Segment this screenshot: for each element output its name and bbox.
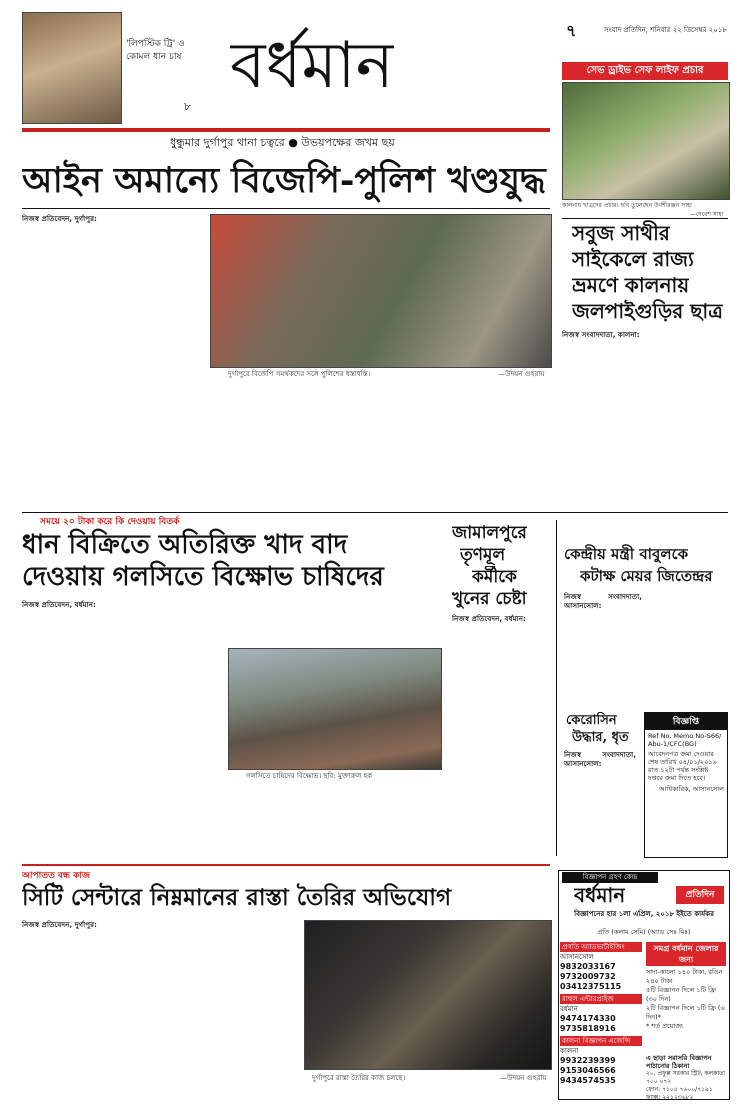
paddy-photo bbox=[228, 648, 442, 770]
sidebar-column-1 bbox=[562, 330, 642, 508]
notice-signature: আধিকারিক, আসানসোল bbox=[659, 785, 724, 793]
sidebar-headline-4: জলপাইগুড়ির ছাত্র bbox=[572, 299, 723, 323]
ad-agent-3-phone-2: 9153046566 bbox=[560, 1066, 616, 1075]
ad-section-label: বিজ্ঞাপন গ্রহণ কেন্দ্র bbox=[562, 872, 658, 883]
city-column-1 bbox=[22, 920, 110, 1088]
city-headline: সিটি সেন্টারে নিম্নমানের রাস্তা তৈরির অভিযোগ bbox=[22, 884, 452, 911]
paddy-top-rule bbox=[22, 512, 728, 513]
ad-rate-line-1: সাদা-কালো ১৪০ টাকা, রঙিন ২৪০ টাকা bbox=[646, 968, 723, 985]
lead-column-5 bbox=[430, 382, 550, 504]
masthead-photo bbox=[22, 12, 122, 124]
lead-column-4 bbox=[320, 382, 424, 504]
page-number: ৭ bbox=[566, 21, 577, 40]
ad-agent-1 bbox=[560, 942, 642, 992]
ad-agent-3-name: কালনা বিজ্ঞাপন এজেন্সি bbox=[560, 1036, 642, 1046]
notice-ref: Ref No. Memo No-S66/Abu-1/CFC(BG) bbox=[648, 732, 722, 748]
lead-photo bbox=[210, 214, 552, 368]
ad-rate-heading: সমগ্র বর্ধমান জেলার জন্য bbox=[646, 942, 726, 966]
sidebar-photo-caption: কালনায় ছাত্রদের প্রচার। ছবি তুলেছেন উর্বশীরঞ্জন সাহা bbox=[562, 202, 692, 209]
ad-agent-2-phone-2: 9735818916 bbox=[560, 1024, 616, 1033]
paddy-column-3 bbox=[228, 600, 320, 644]
lead-dateline: নিজস্ব প্রতিবেদন, দুর্গাপুর: bbox=[22, 214, 97, 223]
ad-agent-2 bbox=[560, 994, 642, 1034]
sidebar-dateline: নিজস্ব সংবাদদাতা, কালনা: bbox=[562, 330, 640, 339]
jamalpur-column bbox=[452, 614, 548, 858]
sidebar-column-2 bbox=[648, 330, 728, 508]
ad-agent-3-phone-1: 9932239399 bbox=[560, 1056, 616, 1065]
masthead-teaser: 'লিপস্টিক ট্রি' ও কোমল ধান চাষ bbox=[126, 39, 185, 62]
lead-photo-caption: দুর্গাপুরে বিজেপি সমর্থকদের সঙ্গে পুলিশের ধস্তাধস্তি। bbox=[228, 370, 371, 378]
sidebar-photo-credit: —দেবেশ সাহা bbox=[690, 211, 724, 218]
masthead-title: বর্ধমান bbox=[230, 29, 394, 103]
minister-rule bbox=[556, 520, 557, 856]
ad-office-phone: ফোন: ৭১০৫ ৭৬০০/৭১৯১ ফ্যাক্স: ২২১২৩৬৮২ bbox=[646, 1086, 713, 1101]
ad-rate-line-2: ৫টি বিজ্ঞাপন দিলে ১টি ফ্রি (৩০ দিন) bbox=[646, 986, 716, 1003]
minister-dateline: নিজস্ব সংবাদদাতা, আসানসোল: bbox=[564, 592, 642, 611]
jamalpur-dateline: নিজস্ব প্রতিবেদন, বর্ধমান: bbox=[452, 614, 526, 623]
ad-agent-1-name: প্রগতি অ্যাডভার্টাইজিং bbox=[560, 942, 642, 952]
paddy-column-5 bbox=[228, 782, 328, 858]
notice-body: আবেদনপত্র জমা দেওয়ার শেষ তারিখ ০৪/০১/২০১৯ রাত ১২টা পর্যন্ত সংশ্লিষ্ট দপ্তরে জমা দিতে হবে। bbox=[648, 750, 717, 782]
ad-agent-3-place: কালনা bbox=[560, 1047, 579, 1055]
notice-title: বিজ্ঞপ্তি bbox=[645, 713, 727, 730]
minister-headline-2: কটাক্ষ মেয়র জিতেন্দ্রর bbox=[580, 567, 713, 585]
masthead-page-index: ৮ bbox=[184, 100, 192, 113]
ad-agent-3-phone-3: 9434574535 bbox=[560, 1076, 616, 1085]
ad-rate-panel bbox=[646, 942, 726, 1052]
jamalpur-headline-4: খুনের চেষ্টা bbox=[452, 589, 527, 609]
paddy-headline-2: দেওয়ায় গলসিতে বিক্ষোভ চাষিদের bbox=[22, 562, 384, 592]
paddy-column-1 bbox=[22, 600, 122, 858]
ad-offer-line: বিজ্ঞাপনের হার ১লা এপ্রিল, ২০১৮ ইইতে কার্যকর bbox=[574, 910, 714, 918]
ad-agent-2-name: রাহুল এন্টারপ্রাইজ bbox=[560, 994, 642, 1004]
city-top-rule bbox=[22, 864, 550, 866]
kerosene-column bbox=[564, 750, 636, 858]
ad-agent-1-phone-1: 9832033167 bbox=[560, 962, 616, 971]
lead-column-1 bbox=[22, 214, 110, 504]
city-dateline: নিজস্ব প্রতিবেদন, দুর্গাপুর: bbox=[22, 920, 97, 929]
paddy-dateline: নিজস্ব প্রতিবেদন, বর্ধমান: bbox=[22, 600, 96, 609]
sidebar-photo bbox=[562, 82, 730, 200]
minister-column-1 bbox=[564, 592, 642, 706]
city-kicker: আপাতত বন্ধ কাজ bbox=[22, 871, 91, 881]
ad-rate-line-3: ২টি বিজ্ঞাপন দিলে ১টি ফ্রি (৬ দিন)* bbox=[646, 1004, 725, 1021]
jamalpur-headline-1: জামালপুরে bbox=[452, 523, 527, 543]
ad-logo-text: প্রতিদিন bbox=[685, 890, 715, 900]
kerosene-headline-2: উদ্ধার, ধৃত bbox=[572, 730, 629, 745]
masthead-red-rule bbox=[22, 128, 550, 132]
sidebar-headline-3: ভ্রমণে কালনায় bbox=[572, 273, 690, 297]
jamalpur-headline-2: তৃণমূল bbox=[460, 545, 506, 565]
paddy-column-4 bbox=[326, 600, 438, 644]
minister-headline-1: কেন্দ্রীয় মন্ত্রী বাবুলকে bbox=[564, 545, 689, 563]
ad-rate-line-4: * শর্ত প্রযোজ্য bbox=[646, 1022, 683, 1030]
sidebar-headline-2: সাইকেলে রাজ্য bbox=[572, 247, 694, 271]
city-photo bbox=[304, 920, 552, 1070]
ad-agent-2-phone-1: 9474174330 bbox=[560, 1014, 616, 1023]
city-photo-credit: —উদয়ন গুহরায় bbox=[500, 1074, 547, 1082]
lead-photo-credit: —উদয়ন গুহরায় bbox=[498, 370, 545, 378]
sidebar-headline-1: সবুজ সাথীর bbox=[572, 221, 670, 245]
lead-rule bbox=[22, 208, 550, 209]
ad-agent-1-phone-3: 03412375115 bbox=[560, 982, 622, 991]
date-line: সংবাদ প্রতিদিন, শনিবার ২২ ডিসেম্বর ২০১৮ bbox=[604, 26, 727, 34]
sidebar-banner-text: সেভ ড্রাইভ সেফ লাইফ প্রচার bbox=[586, 65, 704, 76]
paddy-column-6 bbox=[334, 782, 438, 858]
ad-offer-sub: প্রতি (কলাম সেমি) (অ্যাড সেঃ মিঃ) bbox=[597, 928, 691, 936]
ad-logo bbox=[676, 886, 724, 904]
paddy-column-2 bbox=[128, 600, 220, 858]
city-column-2 bbox=[116, 920, 204, 1088]
city-photo-caption: দুর্গাপুরে রাস্তা তৈরির কাজ চলছে। bbox=[312, 1074, 406, 1082]
kerosene-dateline: নিজস্ব সংবাদদাতা, আসানসোল: bbox=[564, 750, 636, 769]
lead-kicker: ধুন্ধুমার দুর্গাপুর থানা চত্বরে ● উভয়পক্ষের জখম ছয় bbox=[170, 136, 395, 149]
paddy-headline-1: ধান বিক্রিতে অতিরিক্ত খাদ বাদ bbox=[22, 530, 348, 560]
ad-agent-1-place: আসানসোল bbox=[560, 953, 594, 961]
kerosene-headline-1: কেরোসিন bbox=[566, 713, 617, 728]
lead-column-3 bbox=[210, 382, 314, 504]
ad-agent-2-place: বর্ধমান bbox=[560, 1005, 578, 1013]
ad-brand-title: বর্ধমান bbox=[574, 883, 626, 907]
ad-agent-3 bbox=[560, 1036, 642, 1086]
sidebar-banner bbox=[562, 62, 728, 80]
jamalpur-headline-3: কর্মীকে bbox=[472, 567, 517, 587]
sidebar-rule-top bbox=[562, 218, 728, 219]
minister-column-2 bbox=[648, 592, 728, 706]
ad-office-address: ২০, প্রফুল্ল সরকার স্ট্রিট, কলকাতা ৭০০ ০৭২ bbox=[646, 1070, 726, 1085]
notice-box bbox=[644, 712, 728, 858]
paddy-photo-caption: গলসিতে চাষিদের বিক্ষোভ। ছবি: মুক্তারুল হক bbox=[246, 772, 373, 780]
ad-office bbox=[646, 1054, 726, 1102]
ad-office-title: এ ছাড়া সরাসরি বিজ্ঞাপন পাঠানোর ঠিকানা bbox=[646, 1054, 712, 1070]
paddy-kicker: সময়ে ২০ টাকা করে কি দেওয়ায় বিতর্ক bbox=[40, 517, 180, 527]
city-column-3 bbox=[210, 920, 298, 1088]
lead-column-2 bbox=[116, 214, 202, 504]
ad-agent-1-phone-2: 9732009732 bbox=[560, 972, 616, 981]
lead-headline: আইন অমান্যে বিজেপি-পুলিশ খণ্ডযুদ্ধ bbox=[22, 160, 546, 201]
